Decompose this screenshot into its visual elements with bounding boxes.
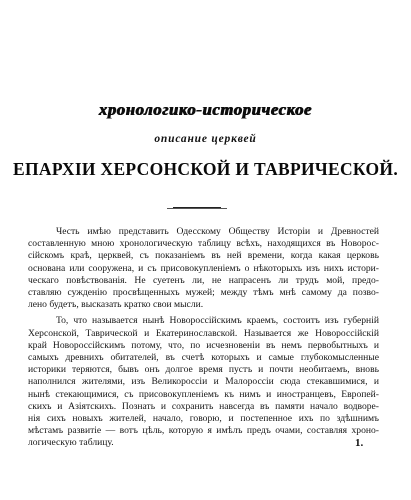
paragraph-line: лено будетъ, высказать кратко свои мысли. xyxy=(28,299,204,311)
paragraph-line: составленную мною хронологическую таблицу всѣхъ, находящихся въ Новорос- xyxy=(28,238,379,250)
paragraph-line: Херсонской, Таврической и Екатеринославской. Называется же Новороссійскій xyxy=(28,327,379,339)
page-number: 1. xyxy=(355,437,364,450)
paragraph-line: ставляю сужденію просвѣщенныхъ мужей; между тѣмъ мнѣ самому да позво- xyxy=(28,287,379,298)
document-subtitle: описание церквей xyxy=(154,133,257,145)
title-divider xyxy=(173,207,221,209)
document-title-diocese: ЕПАРХІИ ХЕРСОНСКОЙ И ТАВРИЧЕСКОЙ. xyxy=(13,159,398,179)
paragraph-line: основана или сооружена, и съ присовокупленіемъ о нѣкоторыхъ изъ нихъ истори- xyxy=(28,262,379,274)
paragraph-line: ческаго повѣствованія. Не суетенъ ли, не напрасенъ ли трудъ мой, предо- xyxy=(28,274,379,286)
paragraph-line: скихъ и Азіятскихъ. Познать и сохранить навсегда въ памяти начало водворе- xyxy=(28,400,379,412)
paragraph-line: край Новороссійскимъ потому, что, по исчезновеніи въ немъ первобытныхъ и xyxy=(28,339,379,351)
paragraph-line: наполнился жителями, изъ Великороссіи и Малороссіи сюда стекавшимися, и xyxy=(28,376,379,388)
paragraph-line: нынѣ стекающимися, съ присовокупленіемъ къ нимъ и иностранцевъ, Европей- xyxy=(28,388,379,400)
paragraph-line: логическую таблицу. xyxy=(28,437,114,449)
paragraph-line: То, что называется нынѣ Новороссійскимъ краемъ, состоитъ изъ губерній xyxy=(56,315,379,327)
paragraph-line: сійскомъ краѣ, церквей, съ показаніемъ въ ней времени, когда какая церковь xyxy=(28,250,379,262)
paragraph-line: нія сихъ новыхъ жителей, начало, говорю, и постепенное ихъ по здѣшнимъ xyxy=(28,413,379,424)
document-title: хронологико-историческое xyxy=(98,100,313,119)
paragraph-line: мѣстамъ развитіе — вотъ цѣль, которую я имѣлъ предъ очами, составляя хроно- xyxy=(28,425,379,437)
paragraph-line: историки теряются, бывъ онъ долгое время пустъ и почти необитаемъ, вновь xyxy=(28,364,379,376)
paragraph-line: Честь имѣю представить Одесскому Обществу Исторіи и Древностей xyxy=(56,226,379,237)
paragraph-line: самыхъ древнихъ обитателей, въ счетѣ которыхъ и самые глубокомысленные xyxy=(28,352,379,363)
